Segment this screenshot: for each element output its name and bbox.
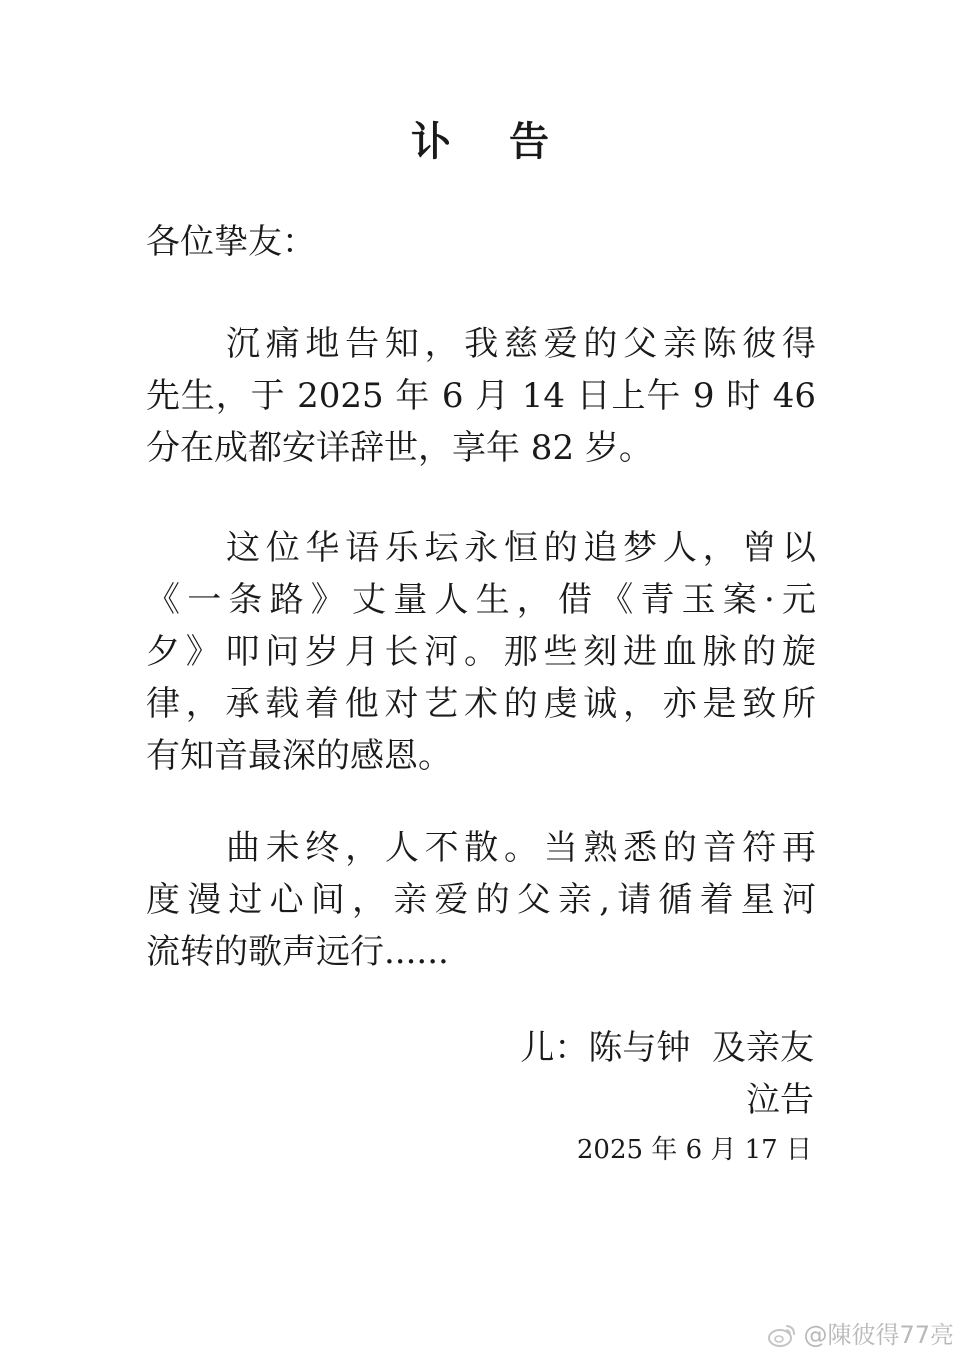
- watermark-handle: @陳彼得77亮: [803, 1321, 954, 1349]
- signature-closing: 泣告: [746, 1080, 814, 1120]
- salutation: 各位挚友：: [146, 222, 316, 262]
- paragraph-line: 沉痛地告知，我慈爱的父亲陈彼得: [226, 324, 816, 364]
- document-date: 2025 年 6 月 17 日: [576, 1135, 812, 1165]
- signature-names: 儿：陈与钟 及亲友: [520, 1028, 814, 1068]
- paragraph-line: 曲未终，人不散。当熟悉的音符再: [226, 828, 816, 868]
- paragraph-line: 先生，于 2025 年 6 月 14 日上午 9 时 46: [146, 376, 816, 416]
- paragraph-line: 律，承载着他对艺术的虔诚，亦是致所: [146, 684, 816, 724]
- paragraph-tribute: [146, 522, 816, 782]
- paragraph-farewell: [146, 822, 816, 978]
- document-title: 讣 告: [411, 119, 571, 165]
- paragraph-line: 度漫过心间，亲爱的父亲,请循着星河: [146, 880, 816, 920]
- paragraph-line: 《一条路》丈量人生，借《青玉案·元: [146, 580, 816, 620]
- paragraph-line: 夕》叩问岁月长河。那些刻进血脉的旋: [146, 632, 816, 672]
- weibo-icon: [767, 1322, 797, 1348]
- weibo-watermark: [767, 1320, 954, 1350]
- paragraph-line: 流转的歌声远行......: [146, 932, 449, 972]
- paragraph-line: 这位华语乐坛永恒的追梦人，曾以: [226, 528, 816, 568]
- paragraph-line: 有知音最深的感恩。: [146, 736, 452, 776]
- paragraph-line: 分在成都安详辞世，享年 82 岁。: [146, 428, 653, 468]
- paragraph-announcement: [146, 318, 816, 474]
